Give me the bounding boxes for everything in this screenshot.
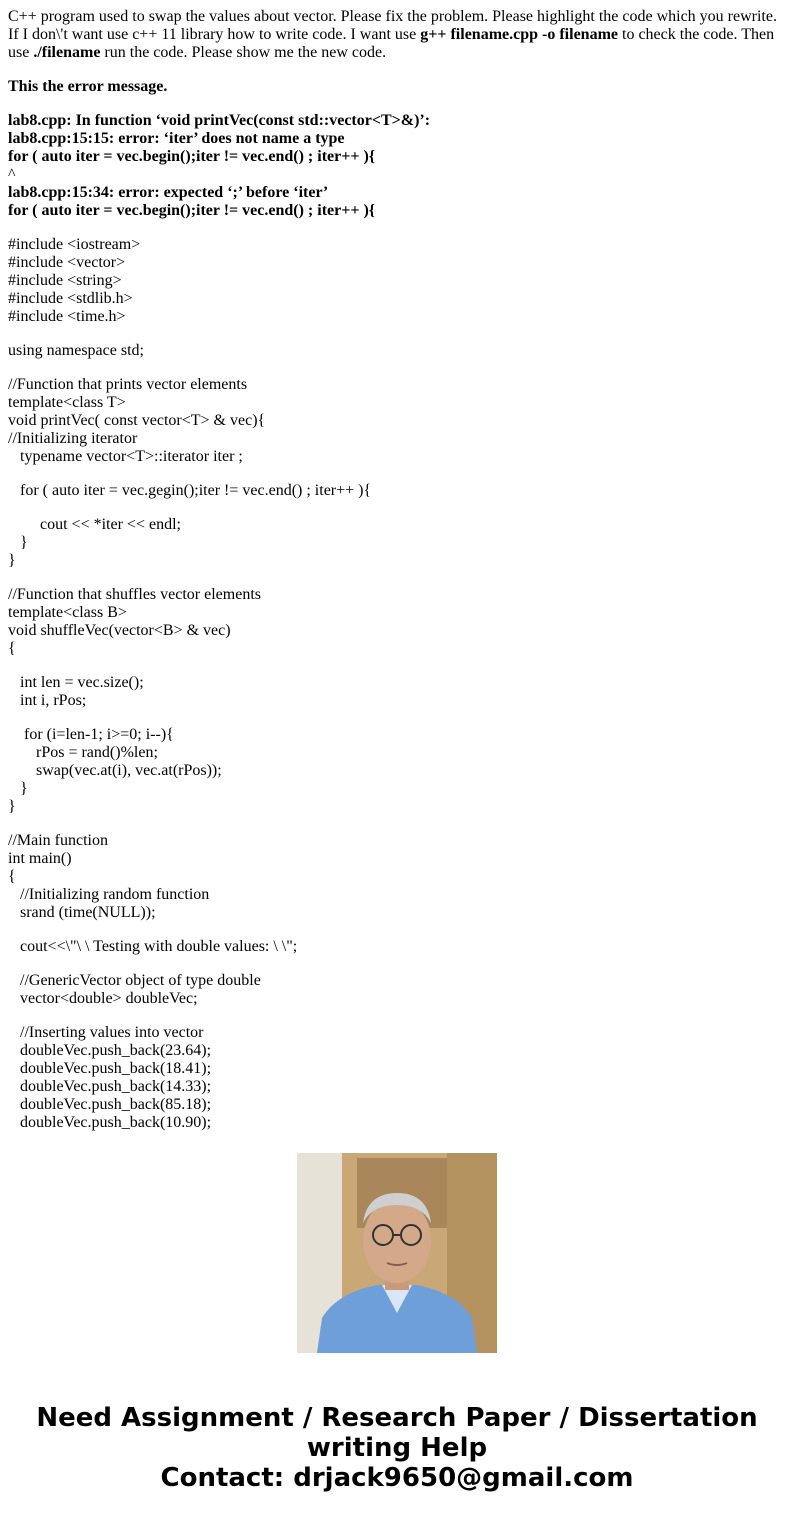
code-line: //Function that shuffles vector elements [8, 586, 261, 603]
code-line: int i, rPos; [8, 692, 87, 709]
code-line: { [8, 868, 16, 885]
code-blank-line [8, 360, 786, 376]
code-blank-line [8, 922, 786, 938]
banner-line: Need Assignment / Research Paper / Dissertation [36, 1403, 758, 1433]
code-line: for (i=len-1; i>=0; i--){ [8, 726, 174, 743]
code-line: srand (time(NULL)); [8, 904, 156, 921]
compile-command: g++ filename.cpp -o filename [420, 26, 618, 43]
code-blank-line [8, 710, 786, 726]
code-line: swap(vec.at(i), vec.at(rPos)); [8, 762, 222, 779]
code-line: rPos = rand()%len; [8, 744, 158, 761]
code-blank-line [8, 570, 786, 586]
question-content [8, 8, 786, 1131]
error-line: lab8.cpp:15:15: error: ‘iter’ does not name a type [8, 130, 345, 147]
code-line: cout<<\"\ \ Testing with double values: \ \"; [8, 938, 298, 955]
code-line: doubleVec.push_back(10.90); [8, 1114, 212, 1131]
run-command: ./filename [33, 44, 101, 61]
code-line: doubleVec.push_back(18.41); [8, 1060, 212, 1077]
code-line: doubleVec.push_back(23.64); [8, 1042, 212, 1059]
code-line: //GenericVector object of type double [8, 972, 261, 989]
code-line: //Main function [8, 832, 108, 849]
code-line: //Function that prints vector elements [8, 376, 248, 393]
code-blank-line [8, 326, 786, 342]
code-line: #include <string> [8, 272, 122, 289]
code-line: //Initializing random function [8, 886, 210, 903]
intro-text: C++ program used to swap the values about vector. Please fix the problem. Please highlight the code which you rewrite. If I don\'t want use c++ 11 library how to write code. I want use [8, 8, 777, 43]
code-line: vector<double> doubleVec; [8, 990, 198, 1007]
code-blank-line [8, 816, 786, 832]
code-line: #include <time.h> [8, 308, 126, 325]
error-message [8, 112, 786, 220]
question-intro [8, 8, 786, 62]
portrait-image [297, 1153, 497, 1353]
code-blank-line [8, 956, 786, 972]
code-line: } [8, 798, 16, 815]
code-blank-line [8, 658, 786, 674]
code-line: void printVec( const vector<T> & vec){ [8, 412, 266, 429]
error-line: lab8.cpp: In function ‘void printVec(const std::vector<T>&)’: [8, 112, 431, 129]
error-line: for ( auto iter = vec.begin();iter != vec.end() ; iter++ ){ [8, 148, 376, 165]
author-photo [297, 1153, 497, 1353]
code-blank-line [8, 466, 786, 482]
code-line: } [8, 552, 16, 569]
code-blank-line [8, 500, 786, 516]
code-line: void shuffleVec(vector<B> & vec) [8, 622, 231, 639]
error-line: for ( auto iter = vec.begin();iter != vec.end() ; iter++ ){ [8, 202, 376, 219]
code-line: for ( auto iter = vec.gegin();iter != vec.end() ; iter++ ){ [8, 482, 372, 499]
banner-contact: Contact: drjack9650@gmail.com [160, 1463, 634, 1493]
code-line: } [8, 534, 28, 551]
code-line: int len = vec.size(); [8, 674, 144, 691]
code-line: //Initializing iterator [8, 430, 138, 447]
error-line: lab8.cpp:15:34: error: expected ‘;’ before ‘iter’ [8, 184, 329, 201]
banner-line: writing Help [306, 1433, 488, 1463]
code-line: int main() [8, 850, 72, 867]
code-blank-line [8, 1008, 786, 1024]
code-line: typename vector<T>::iterator iter ; [8, 448, 243, 465]
error-caret: ^ [8, 166, 16, 183]
code-line: doubleVec.push_back(85.18); [8, 1096, 212, 1113]
code-line: template<class B> [8, 604, 127, 621]
code-listing [8, 236, 786, 1132]
code-line: #include <vector> [8, 254, 126, 271]
code-line: { [8, 640, 16, 657]
code-line: #include <iostream> [8, 236, 141, 253]
code-line: //Inserting values into vector [8, 1024, 204, 1041]
promo-banner [0, 1403, 794, 1493]
intro-text: to check the code. Then use [8, 26, 775, 61]
error-heading: This the error message. [8, 78, 168, 95]
code-line: template<class T> [8, 394, 126, 411]
code-line: #include <stdlib.h> [8, 290, 133, 307]
code-line: } [8, 780, 28, 797]
intro-text: run the code. Please show me the new code. [100, 44, 387, 61]
code-line: cout << *iter << endl; [8, 516, 181, 533]
code-line: doubleVec.push_back(14.33); [8, 1078, 212, 1095]
code-line: using namespace std; [8, 342, 144, 359]
